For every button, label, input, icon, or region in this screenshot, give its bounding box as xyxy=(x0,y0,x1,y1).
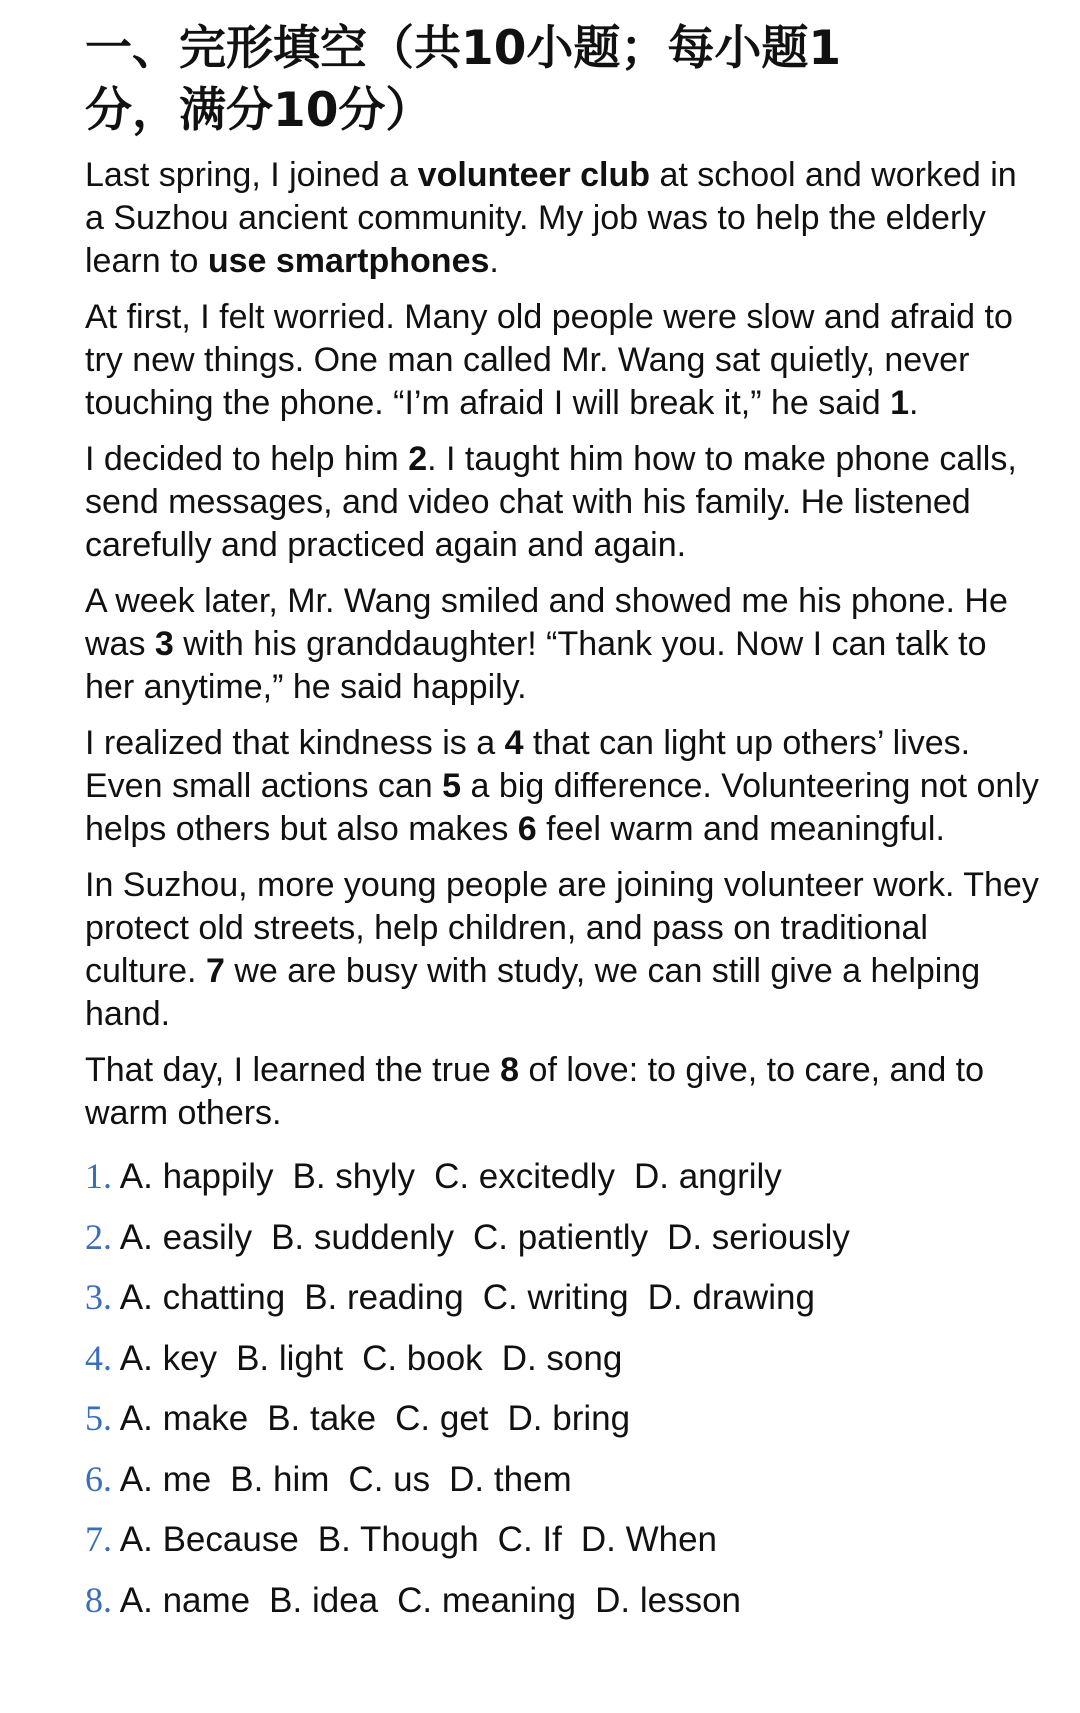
answer-choice: B. idea xyxy=(269,1580,379,1620)
answer-choice: C. us xyxy=(348,1459,431,1499)
answer-choice: B. him xyxy=(230,1459,330,1499)
question-row xyxy=(85,1518,1045,1579)
paragraph-text: At first, I felt worried. Many old people were slow and afraid to try new things. One man called Mr. Wang sat quietly, never touching the phone. “I’m afraid I will break it,” he said xyxy=(85,298,1013,422)
paragraph-text: In Suzhou, more young people are joining volunteer work. They protect old streets, help children, and pass on traditional culture. xyxy=(85,866,1039,990)
section-title xyxy=(85,18,1045,142)
answer-choice: A. name xyxy=(119,1580,251,1620)
answer-choice: C. book xyxy=(362,1338,483,1378)
paragraph-text: That day, I learned the true xyxy=(85,1051,501,1089)
passage-paragraph xyxy=(85,864,1045,1036)
paragraph-text: . xyxy=(909,384,919,422)
bold-text: 1 xyxy=(890,384,909,422)
question-number: 1. xyxy=(85,1156,112,1196)
answer-choice: A. key xyxy=(119,1338,218,1378)
answer-choice: B. take xyxy=(267,1399,377,1438)
paragraph-text: feel warm and meaningful. xyxy=(536,810,945,848)
bold-text: 4 xyxy=(504,724,524,762)
answer-choice: B. shyly xyxy=(292,1157,416,1196)
paragraph-text: I decided to help him xyxy=(85,440,409,478)
question-number: 8. xyxy=(85,1579,112,1620)
question-row xyxy=(85,1579,1045,1640)
answer-choice: A. Because xyxy=(119,1520,299,1559)
bold-text: use smartphones xyxy=(207,242,490,280)
answer-choice: B. suddenly xyxy=(271,1217,454,1257)
answer-choice: D. angrily xyxy=(633,1157,782,1196)
paragraph-text: of love: to give, to care, and to warm others. xyxy=(85,1051,985,1132)
question-options xyxy=(85,1155,1045,1639)
question-number: 6. xyxy=(85,1458,112,1499)
paragraph-text: a big difference. Volunteering not only helps others but also makes xyxy=(85,767,1039,848)
question-row xyxy=(85,1337,1045,1398)
answer-choice: D. lesson xyxy=(595,1580,742,1620)
answer-choice: D. bring xyxy=(507,1399,631,1438)
answer-choice: B. reading xyxy=(304,1278,464,1317)
paragraph-text: with his granddaughter! “Thank you. Now I can talk to her anytime,” he said happily. xyxy=(85,625,987,706)
paragraph-text: at school and worked in a Suzhou ancient community. My job was to help the elderly learn to xyxy=(85,156,1017,280)
section-title-line-2: 分，满分10分） xyxy=(85,83,433,138)
passage-paragraph xyxy=(85,438,1045,567)
bold-text: 2 xyxy=(408,440,428,478)
question-row xyxy=(85,1155,1045,1216)
paragraph-text: . xyxy=(489,242,499,280)
answer-choice: A. make xyxy=(119,1399,249,1438)
document-page xyxy=(85,18,1045,1639)
answer-choice: C. If xyxy=(497,1520,562,1559)
bold-text: 8 xyxy=(500,1051,520,1089)
answer-choice: C. excitedly xyxy=(434,1157,615,1196)
answer-choice: C. writing xyxy=(482,1278,629,1317)
question-number: 3. xyxy=(85,1277,112,1317)
paragraph-text: we are busy with study, we can still give a helping hand. xyxy=(85,952,981,1033)
bold-text: volunteer club xyxy=(417,156,651,194)
answer-choice: D. When xyxy=(580,1520,718,1559)
question-number: 4. xyxy=(85,1337,112,1378)
question-number: 7. xyxy=(85,1519,112,1559)
answer-choice: C. patiently xyxy=(472,1217,649,1257)
passage-paragraph xyxy=(85,722,1045,851)
answer-choice: D. drawing xyxy=(647,1278,815,1317)
section-title-line-1: 一、完形填空（共10小题；每小题1 xyxy=(85,21,842,76)
paragraph-text: I realized that kindness is a xyxy=(85,724,505,762)
question-number: 2. xyxy=(85,1216,112,1257)
answer-choice: B. light xyxy=(236,1338,344,1378)
bold-text: 7 xyxy=(205,952,225,990)
paragraph-text: . I taught him how to make phone calls, send messages, and video chat with his family. He listened carefully and practiced again and again. xyxy=(85,440,1017,564)
passage-paragraph xyxy=(85,1049,1045,1135)
question-row xyxy=(85,1216,1045,1277)
bold-text: 3 xyxy=(154,625,174,663)
answer-choice: C. meaning xyxy=(397,1580,577,1620)
answer-choice: B. Though xyxy=(317,1520,479,1559)
answer-choice: D. them xyxy=(449,1459,572,1499)
answer-choice: A. easily xyxy=(119,1217,253,1257)
answer-choice: A. chatting xyxy=(119,1278,286,1317)
question-row xyxy=(85,1458,1045,1519)
passage-paragraph xyxy=(85,296,1045,425)
answer-choice: D. seriously xyxy=(667,1217,850,1257)
cloze-passage xyxy=(85,154,1045,1135)
paragraph-text: that can light up others’ lives. Even small actions can xyxy=(85,724,971,805)
paragraph-text: Last spring, I joined a xyxy=(85,156,418,194)
passage-paragraph xyxy=(85,580,1045,709)
question-number: 5. xyxy=(85,1398,112,1438)
question-row xyxy=(85,1397,1045,1458)
question-row xyxy=(85,1276,1045,1337)
answer-choice: D. song xyxy=(501,1338,623,1378)
passage-paragraph xyxy=(85,154,1045,283)
bold-text: 6 xyxy=(517,810,537,848)
paragraph-text: A week later, Mr. Wang smiled and showed me his phone. He was xyxy=(85,582,1008,663)
answer-choice: A. happily xyxy=(119,1157,274,1196)
answer-choice: A. me xyxy=(119,1459,212,1499)
answer-choice: C. get xyxy=(395,1399,489,1438)
bold-text: 5 xyxy=(442,767,462,805)
